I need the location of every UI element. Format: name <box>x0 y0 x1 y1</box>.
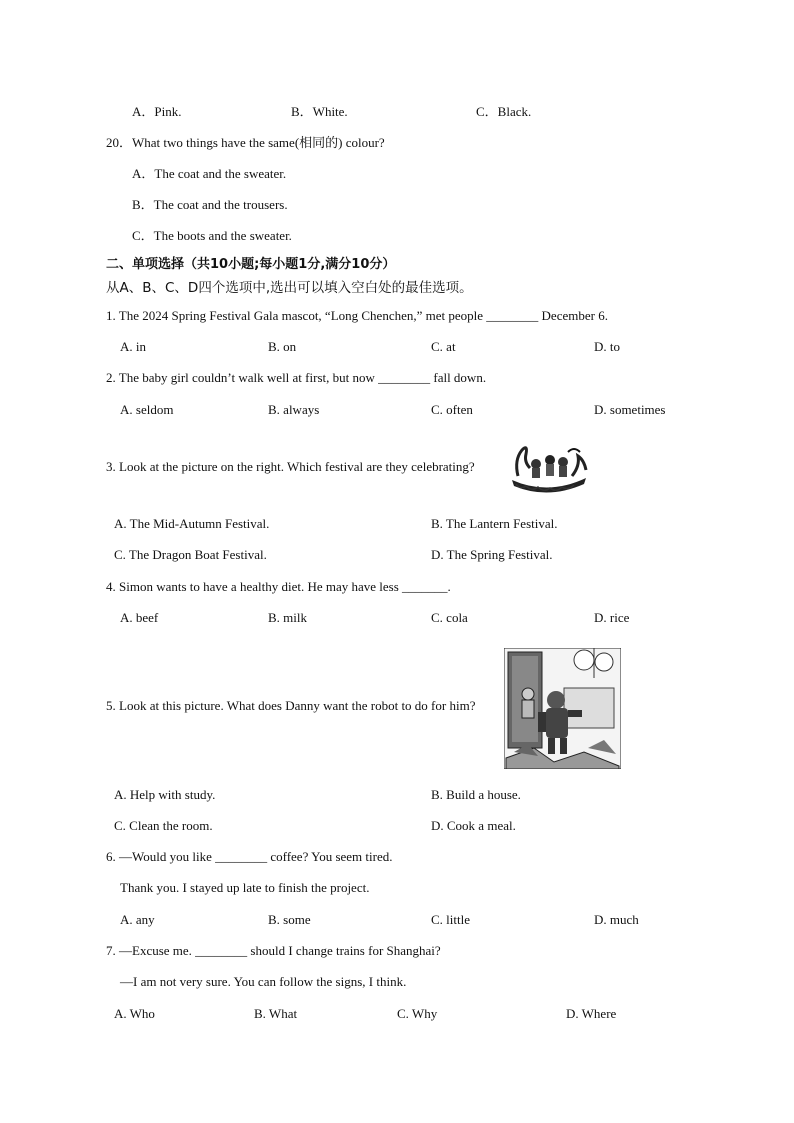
q3-stem: 3. Look at the picture on the right. Which festival are they celebrating? <box>106 459 475 474</box>
q7-option-b: B. What <box>254 1006 298 1021</box>
q1-option-b: B. on <box>268 339 297 354</box>
q1-option-d: D. to <box>594 339 620 354</box>
q3-option-a: A. The Mid-Autumn Festival. <box>114 516 270 531</box>
q6-option-b: B. some <box>268 912 311 927</box>
q4-option-d: D. rice <box>594 610 630 625</box>
q2-stem: 2. The baby girl couldn’t walk well at first, but now ________ fall down. <box>106 370 487 385</box>
q6-option-a: A. any <box>120 912 155 927</box>
q5-option-d: D. Cook a meal. <box>431 818 516 833</box>
q6-option-d: D. much <box>594 912 639 927</box>
q2-option-d: D. sometimes <box>594 402 666 417</box>
q6-stem: 6. —Would you like ________ coffee? You seem tired. <box>106 849 393 864</box>
q5-option-a: A. Help with study. <box>114 787 216 802</box>
q1-stem: 1. The 2024 Spring Festival Gala mascot, “Long Chenchen,” met people ________ December 6. <box>106 308 608 323</box>
q7-option-c: C. Why <box>397 1006 438 1021</box>
q5-stem: 5. Look at this picture. What does Danny want the robot to do for him? <box>106 698 476 713</box>
q6-option-c: C. little <box>431 912 470 927</box>
q7-option-a: A. Who <box>114 1006 155 1021</box>
section-instruction: 从A、B、C、D四个选项中,选出可以填入空白处的最佳选项。 <box>106 280 473 296</box>
q2-option-b: B. always <box>268 402 320 417</box>
q1-option-c: C. at <box>431 339 456 354</box>
q2-option-a: A. seldom <box>120 402 174 417</box>
q5-option-c: C. Clean the room. <box>114 818 213 833</box>
q19-option-b: B．White. <box>291 104 348 119</box>
dragon-boat-picture <box>508 440 590 496</box>
q3-option-c: C. The Dragon Boat Festival. <box>114 547 267 562</box>
q3-option-b: B. The Lantern Festival. <box>431 516 558 531</box>
q3-option-d: D. The Spring Festival. <box>431 547 553 562</box>
q4-stem: 4. Simon wants to have a healthy diet. He may have less _______. <box>106 579 451 594</box>
q19-option-c: C．Black. <box>476 104 532 119</box>
q20-stem: 20．What two things have the same(相同的) colour? <box>106 135 385 150</box>
robot-room-picture <box>504 648 621 769</box>
section-heading: 二、单项选择（共10小题;每小题1分,满分10分） <box>106 257 396 272</box>
q1-option-a: A. in <box>120 339 146 354</box>
q20-option-c: C．The boots and the sweater. <box>132 228 292 243</box>
q4-option-c: C. cola <box>431 610 468 625</box>
q4-option-b: B. milk <box>268 610 308 625</box>
q5-option-b: B. Build a house. <box>431 787 521 802</box>
q7-stem: 7. —Excuse me. ________ should I change trains for Shanghai? <box>106 943 441 958</box>
q6-reply: Thank you. I stayed up late to finish the project. <box>120 880 370 895</box>
q19-option-a: A．Pink. <box>132 104 182 119</box>
q7-option-d: D. Where <box>566 1006 617 1021</box>
q2-option-c: C. often <box>431 402 473 417</box>
q4-option-a: A. beef <box>120 610 159 625</box>
q20-option-b: B．The coat and the trousers. <box>132 197 288 212</box>
q20-option-a: A．The coat and the sweater. <box>132 166 287 181</box>
q7-reply: —I am not very sure. You can follow the signs, I think. <box>120 974 407 989</box>
